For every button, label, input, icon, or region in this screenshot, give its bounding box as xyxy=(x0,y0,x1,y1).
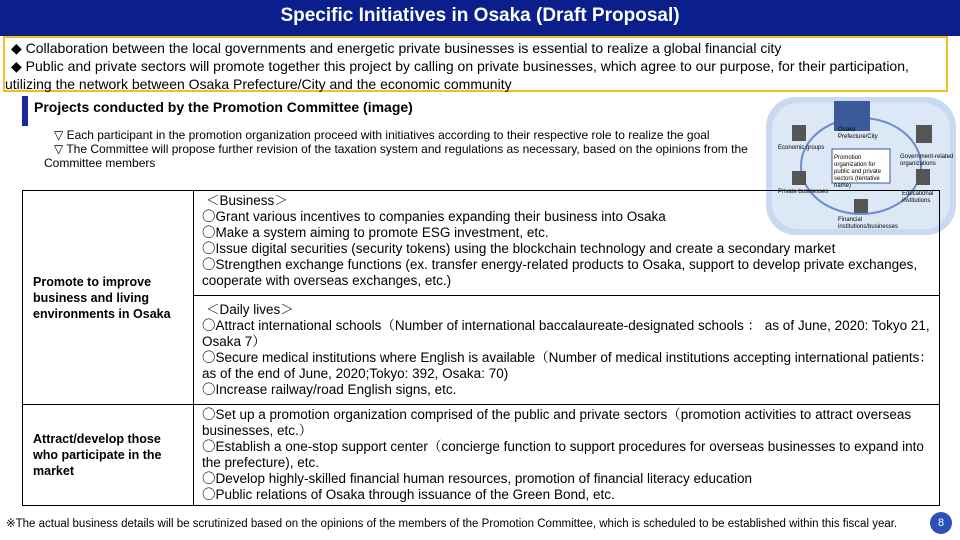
building-icon xyxy=(916,125,932,143)
intro-line: ◆ Public and private sectors will promote together this project by calling on private businesses, which agree to our purpose, for their participation, utilizing the network between Osaka Prefecture/City and the economic community xyxy=(5,58,909,92)
diagram-bottom-label: Financial institutions/businesses xyxy=(838,217,899,230)
attract-cell xyxy=(194,405,940,506)
diagram-left-top-label: Economic groups xyxy=(778,145,825,151)
diagram-right-top-label: Government-related organizations xyxy=(900,154,954,167)
list-item: 〇Attract international schools（Number of international baccalaureate-designated schools ： as of June, 2020: Tokyo 21, Osaka 7） xyxy=(202,318,930,349)
section-title: Projects conducted by the Promotion Committee (image) xyxy=(34,99,413,115)
list-item: 〇Establish a one-stop support center（concierge function to support procedures for overseas businesses to expand into the prefecture), etc. xyxy=(202,439,924,470)
section-marker xyxy=(22,96,28,126)
initiatives-table xyxy=(22,190,940,506)
building-icon xyxy=(792,125,806,141)
daily-lives-cell xyxy=(194,296,940,405)
intro-box xyxy=(3,36,948,92)
page-number: 8 xyxy=(930,512,952,534)
category-living: Promote to improve business and living environments in Osaka xyxy=(23,191,194,405)
diagram-left-bottom-label: Private businesses xyxy=(778,189,829,195)
list-item: 〇Issue digital securities (security tokens) using the blockchain technology and create a secondary market xyxy=(202,241,836,256)
note-line: ▽ Each participant in the promotion organization proceed with initiatives according to their respective role to realize the goal xyxy=(54,128,710,142)
list-item: 〇Grant various incentives to companies expanding their business into Osaka xyxy=(202,209,666,224)
people-icon xyxy=(792,171,806,185)
daily-header: ＜Daily lives＞ xyxy=(206,302,294,317)
list-item: 〇Strengthen exchange functions (ex. transfer energy-related products to Osaka, support to develop private exchanges, cooperate with overseas exchanges, etc.) xyxy=(202,257,918,288)
diagram-top-label: Osaka Prefecture/City xyxy=(838,127,878,140)
notes xyxy=(44,128,764,170)
note-line: ▽ The Committee will propose further revision of the taxation system and regulations as necessary, based on the opinions from the Committee members xyxy=(44,142,748,170)
business-cell xyxy=(194,191,940,296)
list-item: 〇Develop highly-skilled financial human resources, promotion of financial literacy education xyxy=(202,471,753,486)
business-header: ＜Business＞ xyxy=(206,193,288,208)
list-item: 〇Secure medical institutions where English is available（Number of medical institutions accepting international patients：as of the end of June, 2020;Tokyo: 392, Osaka: 70) xyxy=(202,350,933,381)
list-item: 〇Public relations of Osaka through issuance of the Green Bond, etc. xyxy=(202,487,615,502)
category-attract: Attract/develop those who participate in the market xyxy=(23,405,194,506)
footer-note: ※The actual business details will be scrutinized based on the opinions of the members of the Promotion Committee, which is scheduled to be established within this fiscal year. xyxy=(6,518,898,530)
diagram-center-label: Promotion organization for public and private sectors (tentative name) xyxy=(834,155,882,189)
page-title: Specific Initiatives in Osaka (Draft Proposal) xyxy=(280,5,680,26)
school-icon xyxy=(916,169,930,185)
intro-line: ◆ Collaboration between the local governments and energetic private businesses is essential to realize a global financial city xyxy=(11,40,782,56)
list-item: 〇Make a system aiming to promote ESG investment, etc. xyxy=(202,225,549,240)
list-item: 〇Increase railway/road English signs, etc. xyxy=(202,382,457,397)
list-item: 〇Set up a promotion organization comprised of the public and private sectors（promotion activities to attract overseas businesses, etc.） xyxy=(202,407,912,438)
diagram-right-bottom-label: Educational institutions xyxy=(902,191,934,204)
